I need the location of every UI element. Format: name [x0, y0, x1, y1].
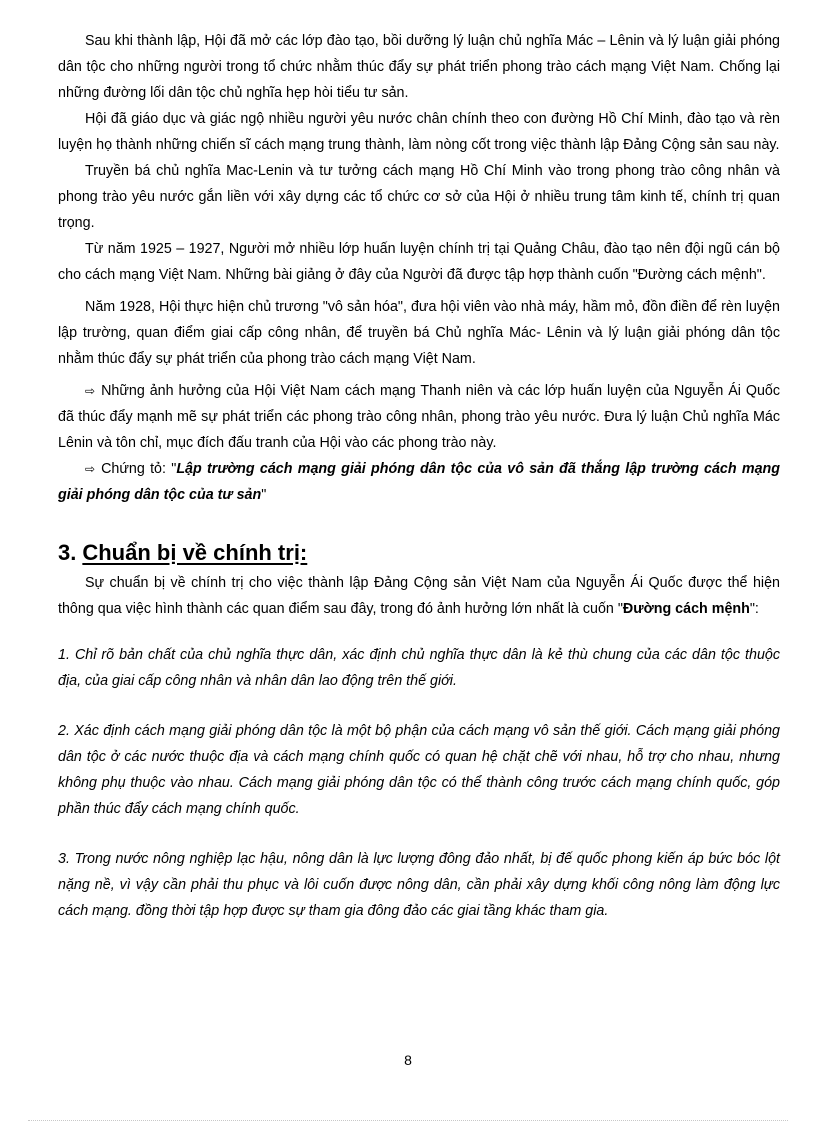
paragraph-3: Truyền bá chủ nghĩa Mac-Lenin và tư tưởng cách mạng Hồ Chí Minh vào trong phong trào công nhân và phong trào yêu nước gắn liền với xây dựng các tổ chức cơ sở của Hội ở nhiều trung tâm kinh tế, chính trị quan trọng. [58, 163, 780, 231]
conclusion-prefix: Chứng tỏ: " [101, 461, 177, 477]
section-number: 3. [58, 540, 77, 565]
section-intro-text: Sự chuẩn bị về chính trị cho việc thành lập Đảng Cộng sản Việt Nam của Nguyễn Ái Quốc được thể hiện thông qua việc hình thành các quan điểm sau đây, trong đó ảnh hưởng lớn nhất là cuốn [58, 575, 780, 617]
section-title: Chuẩn bị về chính trị: [82, 540, 308, 565]
paragraph-4: Từ năm 1925 – 1927, Người mở nhiều lớp huấn luyện chính trị tại Quảng Châu, đào tạo nên đội ngũ cán bộ cho cách mạng Việt Nam. Những bài giảng ở đây của Người đã được tập hợp thành cuốn "Đường cách mệnh". [58, 241, 780, 283]
section-intro-end: ": [749, 601, 759, 617]
point-1: 1. Chỉ rõ bản chất của chủ nghĩa thực dân, xác định chủ nghĩa thực dân là kẻ thù chung của các dân tộc thuộc địa, của giai cấp công nhân và nhân dân lao động trên thế giới. [58, 647, 780, 689]
page-bottom-divider [28, 1120, 788, 1121]
influence-text: Những ảnh hưởng của Hội Việt Nam cách mạng Thanh niên và các lớp huấn luyện của Nguyễn Ái Quốc đã thúc đẩy mạnh mẽ sự phát triển các phong trào công nhân, phong trào yêu nước. Đưa lý luận Chủ nghĩa Mác Lênin và tôn chỉ, mục đích đấu tranh của Hội vào các phong trào này. [58, 383, 780, 451]
influence-paragraph [58, 378, 780, 456]
section-intro-quote: " [617, 601, 623, 617]
page-content [58, 28, 780, 924]
conclusion-suffix: " [261, 487, 267, 503]
section-heading [58, 538, 780, 568]
arrow-right-icon: ⇨ [85, 384, 96, 398]
point-2: 2. Xác định cách mạng giải phóng dân tộc là một bộ phận của cách mạng vô sản thế giới. Cách mạng giải phóng dân tộc ở các nước thuộc địa và cách mạng chính quốc có quan hệ chặt chẽ với nhau, hỗ trợ cho nhau, nhưng không phụ thuộc vào nhau. Cách mạng giải phóng dân tộc có thể thành công trước cách mạng chính quốc, góp phần thúc đẩy cách mạng chính quốc. [58, 723, 780, 817]
point-3: 3. Trong nước nông nghiệp lạc hậu, nông dân là lực lượng đông đảo nhất, bị đế quốc phong kiến áp bức bóc lột nặng nề, vì vậy cần phải thu phục và lôi cuốn được nông dân, cần phải xây dựng khối công nông làm động lực cách mạng. đồng thời tập hợp được sự tham gia đông đảo các giai tầng khác tham gia. [58, 851, 780, 919]
section-intro [58, 570, 780, 622]
conclusion-paragraph [58, 456, 780, 508]
arrow-right-icon: ⇨ [85, 462, 96, 476]
page-number: 8 [404, 1052, 412, 1068]
paragraph-1: Sau khi thành lập, Hội đã mở các lớp đào tạo, bồi dưỡng lý luận chủ nghĩa Mác – Lênin và lý luận giải phóng dân tộc cho những người trong tổ chức nhằm thúc đẩy sự phát triển phong trào cách mạng Việt Nam. Chống lại những đường lối dân tộc chủ nghĩa hẹp hòi tiểu tư sản. [58, 33, 780, 101]
section-intro-book-title: Đường cách mệnh [622, 601, 750, 617]
paragraph-2: Hội đã giáo dục và giác ngộ nhiều người yêu nước chân chính theo con đường Hồ Chí Minh, đào tạo và rèn luyện họ thành những chiến sĩ cách mạng trung thành, làm nòng cốt trong việc thành lập Đảng Cộng sản sau này. [58, 111, 780, 153]
paragraph-5: Năm 1928, Hội thực hiện chủ trương "vô sản hóa", đưa hội viên vào nhà máy, hầm mỏ, đồn điền để rèn luyện lập trường, quan điểm giai cấp công nhân, để truyền bá Chủ nghĩa Mác- Lênin và lý luận giải phóng dân tộc nhằm thúc đẩy sự phát triển của phong trào cách mạng Việt Nam. [58, 299, 780, 367]
conclusion-emphasis: Lập trường cách mạng giải phóng dân tộc của vô sản đã thắng lập trường cách mạng giải phóng dân tộc của tư sản [58, 461, 780, 503]
